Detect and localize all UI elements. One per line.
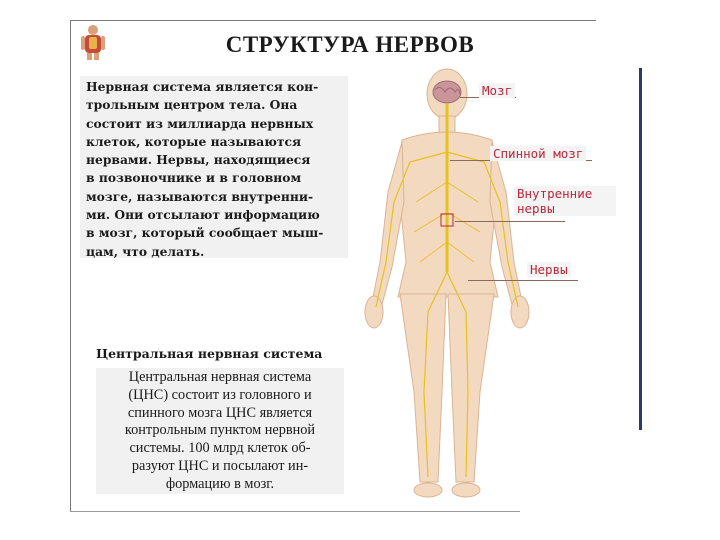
intro-line: ми. Они отсылают информацию — [86, 207, 320, 223]
intro-line: в мозг, который сообщает мыш- — [86, 225, 324, 241]
frame-right-accent-bar — [639, 68, 642, 430]
frame-left-line — [70, 20, 71, 512]
intro-line: цам, что делать. — [86, 243, 205, 259]
label-spinal-cord: Спинной мозг — [490, 146, 586, 161]
nerves-leader-line — [468, 280, 578, 281]
label-internal-nerves — [514, 186, 616, 216]
label-internal-nerves-line2: нервы — [517, 201, 555, 216]
cns-line: разуют ЦНС и посылают ин- — [131, 457, 309, 474]
label-internal-nerves-line1: Внутренние — [517, 186, 593, 201]
anatomy-logo-icon — [78, 24, 108, 60]
intro-line: состоит из миллиарда нервных — [86, 115, 314, 131]
cns-line: спинного мозга ЦНС является — [127, 404, 313, 421]
intro-line: мозге, называются внутренни- — [86, 188, 314, 204]
page-title: СТРУКТУРА НЕРВОВ — [225, 32, 475, 57]
label-nerves: Нервы — [527, 262, 571, 277]
intro-line: нервами. Нервы, находящиеся — [86, 152, 311, 168]
intro-paragraph — [80, 76, 348, 258]
intro-line: в позвоночнике и в головном — [86, 170, 302, 186]
cns-heading: Центральная нервная система — [96, 346, 323, 361]
intro-line: Нервная система является кон- — [86, 79, 319, 94]
cns-line: системы. 100 млрд клеток об- — [129, 440, 311, 457]
frame-top-line — [70, 20, 596, 21]
cns-line: формацию в мозг. — [165, 475, 275, 492]
intro-line: клеток, которые называются — [86, 133, 302, 149]
internal-nerves-leader-line — [455, 221, 565, 222]
human-body-nervous-system-illustration — [350, 62, 550, 502]
cns-line: Центральная нервная система — [128, 369, 312, 385]
cns-line: контрольным пунктом нервной — [124, 422, 316, 439]
label-brain: Мозг — [479, 83, 515, 98]
intro-line: трольным центром тела. Она — [86, 97, 298, 113]
cns-paragraph — [96, 368, 344, 494]
cns-line: (ЦНС) состоит из головного и — [128, 386, 312, 403]
frame-bottom-line — [70, 511, 520, 512]
